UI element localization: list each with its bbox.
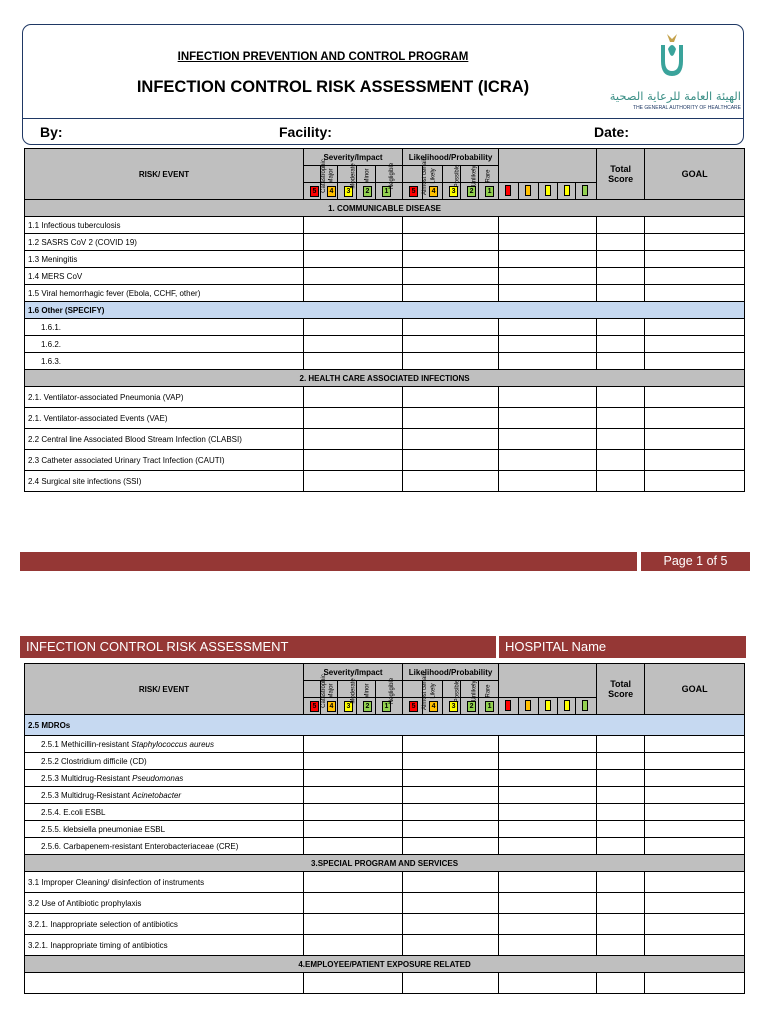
likelihood-score-4: 4 [429,186,438,197]
section-exposure-related: 4.EMPLOYEE/PATIENT EXPOSURE RELATED [25,956,745,973]
severity-entry[interactable] [304,787,403,804]
extra-color-swatch [525,185,531,196]
goal-entry[interactable] [645,268,745,285]
risk-item-organism: Pseudomonas [132,773,184,783]
table-row [25,893,745,914]
severity-entry[interactable] [304,319,403,336]
likelihood-entry[interactable] [403,935,499,956]
total-score-entry[interactable] [597,251,645,268]
likelihood-entry[interactable] [403,285,499,302]
table-row [25,234,745,251]
severity-entry[interactable] [304,872,403,893]
total-score-entry[interactable] [597,804,645,821]
severity-label-moderate: Moderate [338,681,357,698]
severity-score-2: 2 [363,701,372,712]
total-score-entry[interactable] [597,973,645,994]
severity-entry[interactable] [304,973,403,994]
page-number: Page 1 of 5 [641,552,750,571]
risk-item: 1.6.3. [25,353,304,370]
risk-item-text: 2.5.6. Carbapenem-resistant Enterobacteriaceae (CRE) [41,841,239,851]
severity-entry[interactable] [304,914,403,935]
risk-item [25,753,304,770]
header-box [22,24,744,145]
likelihood-entry[interactable] [403,893,499,914]
by-label: By: [40,124,63,140]
likelihood-entry[interactable] [403,217,499,234]
table-row [25,429,745,450]
extra-entry[interactable] [499,408,597,429]
likelihood-entry[interactable] [403,770,499,787]
likelihood-score-1: 1 [485,186,494,197]
severity-entry[interactable] [304,353,403,370]
severity-entry[interactable] [304,429,403,450]
extra-color-swatch [582,700,588,711]
severity-entry[interactable] [304,893,403,914]
goal-entry[interactable] [645,471,745,492]
likelihood-entry[interactable] [403,838,499,855]
subsection-mdros: 2.5 MDROs [25,715,745,736]
likelihood-entry[interactable] [403,471,499,492]
goal-entry[interactable] [645,217,745,234]
severity-score-1: 1 [382,701,391,712]
goal-entry[interactable] [645,935,745,956]
risk-item [25,736,304,753]
goal-entry[interactable] [645,973,745,994]
likelihood-entry[interactable] [403,251,499,268]
table-row [25,914,745,935]
extra-color-cell [519,698,539,715]
goal-entry[interactable] [645,234,745,251]
total-score-entry[interactable] [597,753,645,770]
facility-label: Facility: [279,124,332,140]
risk-item: 2.4 Surgical site infections (SSI) [25,471,304,492]
extra-color-swatch [545,700,551,711]
likelihood-score-3: 3 [449,186,458,197]
goal-entry[interactable] [645,804,745,821]
risk-item: 2.1. Ventilator-associated Pneumonia (VAP) [25,387,304,408]
total-score-entry[interactable] [597,838,645,855]
likelihood-label-likely: Likely [423,681,443,698]
severity-score-4: 4 [327,701,336,712]
goal-entry[interactable] [645,251,745,268]
extra-entry[interactable] [499,387,597,408]
risk-item [25,770,304,787]
total-score-entry[interactable] [597,217,645,234]
severity-group-header: Severity/Impact [304,149,403,166]
risk-item-text: 2.5.3 Multidrug-Resistant [41,773,133,783]
severity-group-header: Severity/Impact [304,664,403,681]
likelihood-label-unlikely: Unlikely [461,166,479,183]
total-score-entry[interactable] [597,872,645,893]
extra-color-cell [519,183,539,200]
severity-label-catastrophic: Catastrophic [304,681,321,698]
table-row [25,471,745,492]
severity-entry[interactable] [304,821,403,838]
extra-entry[interactable] [499,736,597,753]
risk-item-text: 2.5.1 Methicillin-resistant [41,739,132,749]
likelihood-entry[interactable] [403,319,499,336]
likelihood-score-cell [479,698,499,715]
severity-score-2: 2 [363,186,372,197]
risk-item: 1.4 MERS CoV [25,268,304,285]
total-score-entry[interactable] [597,408,645,429]
extra-entry[interactable] [499,804,597,821]
total-score-entry[interactable] [597,429,645,450]
table-row [25,935,745,956]
severity-entry[interactable] [304,935,403,956]
subsection-other-specify: 1.6 Other (SPECIFY) [25,302,745,319]
goal-entry[interactable] [645,285,745,302]
goal-header: GOAL [645,149,745,200]
extra-entry[interactable] [499,336,597,353]
severity-entry[interactable] [304,804,403,821]
severity-label-moderate: Moderate [338,166,357,183]
severity-label-major: Major [321,681,338,698]
footer-bar [20,552,637,571]
goal-entry[interactable] [645,319,745,336]
risk-item: 1.6.1. [25,319,304,336]
likelihood-label-possible: Possible [443,681,461,698]
extra-entry[interactable] [499,429,597,450]
table-row [25,872,745,893]
likelihood-entry[interactable] [403,353,499,370]
goal-entry[interactable] [645,753,745,770]
logo-english-text: THE GENERAL AUTHORITY OF HEALTHCARE [633,105,741,111]
severity-score-1: 1 [382,186,391,197]
authority-logo [607,29,743,113]
severity-entry[interactable] [304,217,403,234]
severity-label-negligible: Negligible [376,166,403,183]
severity-entry[interactable] [304,268,403,285]
likelihood-label-almost-certain: Almost certain [403,166,423,183]
extra-entry[interactable] [499,787,597,804]
severity-entry[interactable] [304,251,403,268]
likelihood-label-possible: Possible [443,166,461,183]
extra-entry[interactable] [499,770,597,787]
likelihood-entry[interactable] [403,268,499,285]
goal-entry[interactable] [645,429,745,450]
risk-table-page2 [24,663,745,994]
risk-item: 2.1. Ventilator-associated Events (VAE) [25,408,304,429]
goal-entry[interactable] [645,872,745,893]
table-row [25,251,745,268]
extra-entry[interactable] [499,935,597,956]
severity-entry[interactable] [304,336,403,353]
table-row [25,753,745,770]
extra-entry[interactable] [499,319,597,336]
likelihood-score-5: 5 [409,186,418,197]
severity-score-3: 3 [344,701,353,712]
page2-title-bar: INFECTION CONTROL RISK ASSESSMENT [20,636,496,658]
total-score-entry[interactable] [597,387,645,408]
table-row [25,450,745,471]
likelihood-score-1: 1 [485,701,494,712]
severity-entry[interactable] [304,234,403,251]
section-special-program: 3.SPECIAL PROGRAM AND SERVICES [25,855,745,872]
severity-entry[interactable] [304,285,403,302]
risk-item: 3.2.1. Inappropriate selection of antibiotics [25,914,304,935]
goal-entry[interactable] [645,787,745,804]
severity-entry[interactable] [304,838,403,855]
extra-color-cell [558,698,576,715]
likelihood-score-5: 5 [409,701,418,712]
severity-score-4: 4 [327,186,336,197]
severity-entry[interactable] [304,471,403,492]
extra-color-swatch [505,700,511,711]
likelihood-label-unlikely: Unlikely [461,681,479,698]
total-score-entry[interactable] [597,935,645,956]
table-row [25,353,745,370]
severity-label-negligible: Negligible [376,681,403,698]
likelihood-label-rare: Rare [479,681,499,698]
likelihood-entry[interactable] [403,408,499,429]
severity-entry[interactable] [304,387,403,408]
extra-entry[interactable] [499,893,597,914]
table-row [25,217,745,234]
extra-entry[interactable] [499,285,597,302]
extra-color-swatch [564,185,570,196]
likelihood-group-header: Likelihood/Probability [403,664,499,681]
risk-item: 1.5 Viral hemorrhagic fever (Ebola, CCHF, other) [25,285,304,302]
total-score-entry[interactable] [597,234,645,251]
risk-item-text: 2.5.2 Clostridium difficile (CD) [41,756,147,766]
likelihood-entry[interactable] [403,429,499,450]
risk-event-header: RISK/ EVENT [25,149,304,200]
section-hai: 2. HEALTH CARE ASSOCIATED INFECTIONS [25,370,745,387]
likelihood-score-cell [403,698,423,715]
likelihood-entry[interactable] [403,787,499,804]
risk-event-header: RISK/ EVENT [25,664,304,715]
table-row [25,336,745,353]
risk-item: 3.2 Use of Antibiotic prophylaxis [25,893,304,914]
table-row [25,821,745,838]
table-row [25,268,745,285]
extra-entry[interactable] [499,973,597,994]
likelihood-entry[interactable] [403,336,499,353]
risk-item-organism: Staphylococcus aureus [131,739,214,749]
likelihood-entry[interactable] [403,753,499,770]
likelihood-label-likely: Likely [423,166,443,183]
total-score-header: Total Score [597,664,645,715]
extra-color-cell [539,698,558,715]
risk-item: 1.2 SASRS CoV 2 (COVID 19) [25,234,304,251]
risk-item [25,821,304,838]
extra-entry[interactable] [499,753,597,770]
likelihood-score-3: 3 [449,701,458,712]
likelihood-score-2: 2 [467,186,476,197]
severity-label-minor: Minor [357,166,376,183]
extra-entry[interactable] [499,821,597,838]
severity-label-major: Major [321,166,338,183]
goal-header: GOAL [645,664,745,715]
extra-header-blank [499,664,597,698]
goal-entry[interactable] [645,450,745,471]
goal-entry[interactable] [645,838,745,855]
extra-color-cell [576,183,597,200]
likelihood-label-rare: Rare [479,166,499,183]
section-communicable-disease: 1. COMMUNICABLE DISEASE [25,200,745,217]
risk-item [25,787,304,804]
goal-entry[interactable] [645,387,745,408]
total-score-entry[interactable] [597,821,645,838]
extra-entry[interactable] [499,450,597,471]
severity-score-3: 3 [344,186,353,197]
extra-color-cell [499,183,519,200]
table-row [25,319,745,336]
table-row [25,838,745,855]
risk-item: 3.2.1. Inappropriate timing of antibiotics [25,935,304,956]
severity-label-catastrophic: Catastrophic [304,166,321,183]
extra-entry[interactable] [499,914,597,935]
severity-score-cell [357,183,376,200]
extra-entry[interactable] [499,353,597,370]
likelihood-score-4: 4 [429,701,438,712]
total-score-entry[interactable] [597,736,645,753]
table-row [25,804,745,821]
likelihood-entry[interactable] [403,821,499,838]
likelihood-label-almost-certain: Almost certain [403,681,423,698]
likelihood-entry[interactable] [403,450,499,471]
total-score-entry[interactable] [597,268,645,285]
risk-item: 1.3 Meningitis [25,251,304,268]
table-row [25,408,745,429]
goal-entry[interactable] [645,893,745,914]
extra-color-swatch [582,185,588,196]
total-score-entry[interactable] [597,471,645,492]
severity-entry[interactable] [304,770,403,787]
extra-color-swatch [545,185,551,196]
likelihood-entry[interactable] [403,736,499,753]
table-row [25,285,745,302]
goal-entry[interactable] [645,408,745,429]
severity-score-cell [304,698,321,715]
severity-label-minor: Minor [357,681,376,698]
risk-item-text: 2.5.3 Multidrug-Resistant [41,790,133,800]
extra-entry[interactable] [499,251,597,268]
total-score-entry[interactable] [597,285,645,302]
total-score-entry[interactable] [597,770,645,787]
severity-entry[interactable] [304,753,403,770]
table-row [25,387,745,408]
likelihood-entry[interactable] [403,872,499,893]
risk-item [25,838,304,855]
severity-entry[interactable] [304,450,403,471]
severity-score-cell [357,698,376,715]
total-score-entry[interactable] [597,353,645,370]
extra-color-cell [576,698,597,715]
table-row [25,736,745,753]
logo-icon [657,31,687,83]
goal-entry[interactable] [645,353,745,370]
likelihood-entry[interactable] [403,973,499,994]
document-title: INFECTION CONTROL RISK ASSESSMENT (ICRA) [136,78,530,96]
goal-entry[interactable] [645,736,745,753]
severity-entry[interactable] [304,736,403,753]
risk-item [25,804,304,821]
extra-entry[interactable] [499,471,597,492]
extra-color-cell [499,698,519,715]
extra-entry[interactable] [499,872,597,893]
likelihood-score-2: 2 [467,701,476,712]
extra-color-cell [539,183,558,200]
likelihood-entry[interactable] [403,387,499,408]
total-score-entry[interactable] [597,914,645,935]
likelihood-entry[interactable] [403,804,499,821]
extra-entry[interactable] [499,217,597,234]
total-score-header: Total Score [597,149,645,200]
goal-entry[interactable] [645,821,745,838]
risk-item [25,973,304,994]
goal-entry[interactable] [645,770,745,787]
extra-entry[interactable] [499,838,597,855]
severity-score-5: 5 [310,186,319,197]
table-row [25,973,745,994]
likelihood-group-header: Likelihood/Probability [403,149,499,166]
extra-color-cell [558,183,576,200]
risk-item-text: 2.5.5. klebsiella pneumoniae ESBL [41,824,166,834]
likelihood-entry[interactable] [403,914,499,935]
total-score-entry[interactable] [597,450,645,471]
table-row [25,787,745,804]
risk-item: 1.1 Infectious tuberculosis [25,217,304,234]
likelihood-entry[interactable] [403,234,499,251]
risk-item-text: 2.5.4. E.coli ESBL [41,807,106,817]
severity-score-5: 5 [310,701,319,712]
goal-entry[interactable] [645,914,745,935]
total-score-entry[interactable] [597,893,645,914]
extra-entry[interactable] [499,234,597,251]
date-label: Date: [594,124,630,140]
extra-color-swatch [525,700,531,711]
table-row [25,770,745,787]
risk-item: 1.6.2. [25,336,304,353]
total-score-entry[interactable] [597,787,645,804]
risk-item: 2.3 Catheter associated Urinary Tract Infection (CAUTI) [25,450,304,471]
header-divider [23,118,743,119]
extra-entry[interactable] [499,268,597,285]
severity-score-cell [304,183,321,200]
logo-arabic-text: الهيئة العامة للرعاية الصحية [609,89,741,103]
likelihood-score-cell [479,183,499,200]
risk-table-page1 [24,148,745,492]
extra-color-swatch [564,700,570,711]
hospital-name-bar: HOSPITAL Name [499,636,746,658]
likelihood-score-cell [403,183,423,200]
total-score-entry[interactable] [597,336,645,353]
total-score-entry[interactable] [597,319,645,336]
goal-entry[interactable] [645,336,745,353]
extra-header-blank [499,149,597,183]
risk-item-organism: Acinetobacter [132,790,182,800]
risk-item: 3.1 Improper Cleaning/ disinfection of instruments [25,872,304,893]
program-title: INFECTION PREVENTION AND CONTROL PROGRAM [177,51,469,63]
extra-color-swatch [505,185,511,196]
risk-item: 2.2 Central line Associated Blood Stream Infection (CLABSI) [25,429,304,450]
severity-entry[interactable] [304,408,403,429]
